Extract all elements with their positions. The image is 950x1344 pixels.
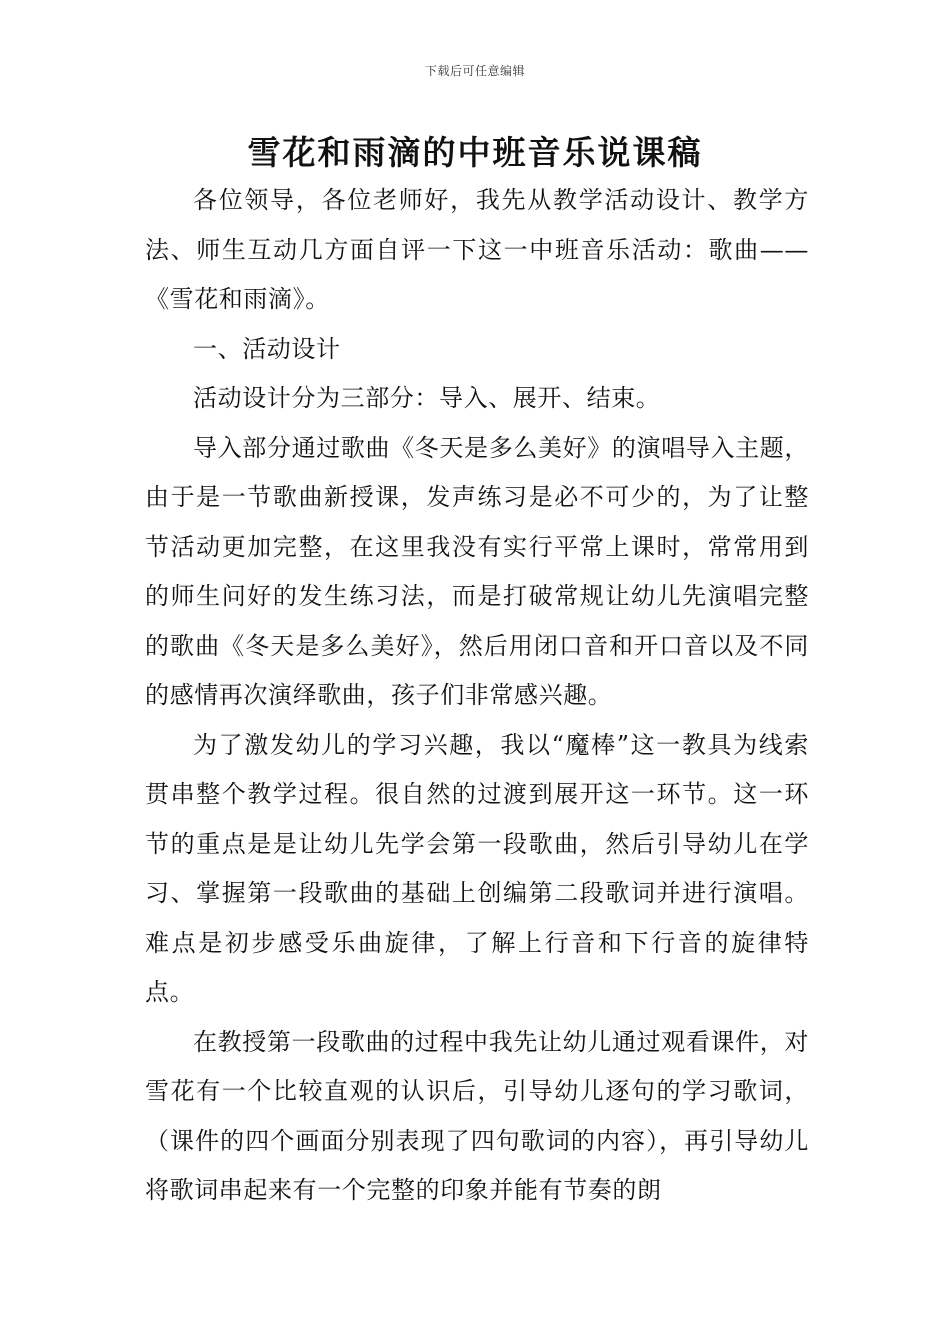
paragraph-introduction-part: 导入部分通过歌曲《冬天是多么美好》的演唱导入主题，由于是一节歌曲新授课，发声练习是必不可少的，为了让整节活动更加完整，在这里我没有实行平常上课时，常常用到的师生问好的发生练习法，而是打破常规让幼儿先演唱完整的歌曲《冬天是多么美好》，然后用闭口音和开口音以及不同的感情再次演绎歌曲，孩子们非常感兴趣。 [145, 433, 809, 709]
paragraph-teaching-first-verse: 在教授第一段歌曲的过程中我先让幼儿通过观看课件，对雪花有一个比较直观的认识后，引导幼儿逐句的学习歌词，（课件的四个画面分别表现了四句歌词的内容），再引导幼儿将歌词串起来有一个完整的印象并能有节奏的朗 [145, 1027, 809, 1204]
paragraph-development-part: 为了激发幼儿的学习兴趣，我以“魔棒”这一教具为线索贯串整个教学过程。很自然的过渡到展开这一环节。这一环节的重点是是让幼儿先学会第一段歌曲，然后引导幼儿在学习、掌握第一段歌曲的基础上创编第二段歌词并进行演唱。难点是初步感受乐曲旋律，了解上行音和下行音的旋律特点。 [145, 730, 809, 1006]
paragraph-intro: 各位领导，各位老师好，我先从教学活动设计、教学方法、师生互动几方面自评一下这一中班音乐活动：歌曲——《雪花和雨滴》。 [145, 186, 809, 313]
document-body [145, 176, 809, 1216]
document-title: 雪花和雨滴的中班音乐说课稿 [247, 133, 703, 172]
page-header-note: 下载后可任意编辑 [424, 64, 525, 78]
section-heading-activity-design: 一、活动设计 [193, 334, 341, 363]
paragraph-activity-parts: 活动设计分为三部分：导入、展开、结束。 [193, 384, 661, 412]
